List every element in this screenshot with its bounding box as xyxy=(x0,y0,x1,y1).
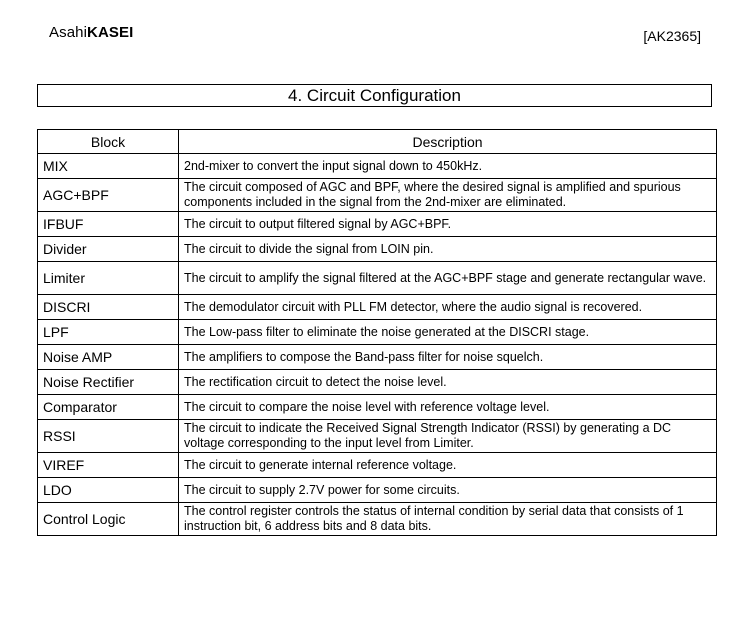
block-cell: Limiter xyxy=(38,262,179,295)
table-header-row xyxy=(38,130,717,154)
description-cell: The circuit composed of AGC and BPF, where the desired signal is amplified and spurious components included in the signal from the 2nd-mixer are eliminated. xyxy=(179,179,717,212)
description-cell: The circuit to amplify the signal filtered at the AGC+BPF stage and generate rectangular wave. xyxy=(179,262,717,295)
block-cell: DISCRI xyxy=(38,295,179,320)
table-row xyxy=(38,370,717,395)
description-cell: The Low-pass filter to eliminate the noise generated at the DISCRI stage. xyxy=(179,320,717,345)
table-row xyxy=(38,453,717,478)
description-cell: The control register controls the status of internal condition by serial data that consists of 1 instruction bit, 6 address bits and 8 data bits. xyxy=(179,503,717,536)
section-title: 4. Circuit Configuration xyxy=(37,84,712,107)
table-row xyxy=(38,345,717,370)
block-cell: IFBUF xyxy=(38,212,179,237)
logo-text-asahi: Asahi xyxy=(49,24,88,41)
description-cell: The circuit to generate internal reference voltage. xyxy=(179,453,717,478)
table-row xyxy=(38,420,717,453)
company-logo xyxy=(49,24,133,41)
table-row xyxy=(38,320,717,345)
logo-text-kasei: KASEI xyxy=(87,24,134,41)
block-cell: Control Logic xyxy=(38,503,179,536)
description-cell: The circuit to compare the noise level with reference voltage level. xyxy=(179,395,717,420)
block-cell: LDO xyxy=(38,478,179,503)
block-cell: VIREF xyxy=(38,453,179,478)
description-cell: The amplifiers to compose the Band-pass filter for noise squelch. xyxy=(179,345,717,370)
block-cell: MIX xyxy=(38,154,179,179)
part-number: [AK2365] xyxy=(643,28,701,44)
table-row xyxy=(38,478,717,503)
description-cell: 2nd-mixer to convert the input signal down to 450kHz. xyxy=(179,154,717,179)
block-cell: LPF xyxy=(38,320,179,345)
table-row xyxy=(38,237,717,262)
block-cell: RSSI xyxy=(38,420,179,453)
table-row xyxy=(38,295,717,320)
block-cell: Noise AMP xyxy=(38,345,179,370)
table-row xyxy=(38,154,717,179)
description-cell: The circuit to indicate the Received Signal Strength Indicator (RSSI) by generating a DC voltage corresponding to the input level from Limiter. xyxy=(179,420,717,453)
table-row xyxy=(38,262,717,295)
column-header-description: Description xyxy=(179,130,717,154)
column-header-block: Block xyxy=(38,130,179,154)
table-row xyxy=(38,503,717,536)
table-row xyxy=(38,212,717,237)
block-cell: AGC+BPF xyxy=(38,179,179,212)
table-row xyxy=(38,395,717,420)
description-cell: The rectification circuit to detect the noise level. xyxy=(179,370,717,395)
block-cell: Noise Rectifier xyxy=(38,370,179,395)
table-row xyxy=(38,179,717,212)
block-cell: Divider xyxy=(38,237,179,262)
circuit-configuration-table xyxy=(37,129,717,536)
description-cell: The circuit to output filtered signal by AGC+BPF. xyxy=(179,212,717,237)
description-cell: The demodulator circuit with PLL FM detector, where the audio signal is recovered. xyxy=(179,295,717,320)
block-cell: Comparator xyxy=(38,395,179,420)
description-cell: The circuit to supply 2.7V power for some circuits. xyxy=(179,478,717,503)
description-cell: The circuit to divide the signal from LOIN pin. xyxy=(179,237,717,262)
